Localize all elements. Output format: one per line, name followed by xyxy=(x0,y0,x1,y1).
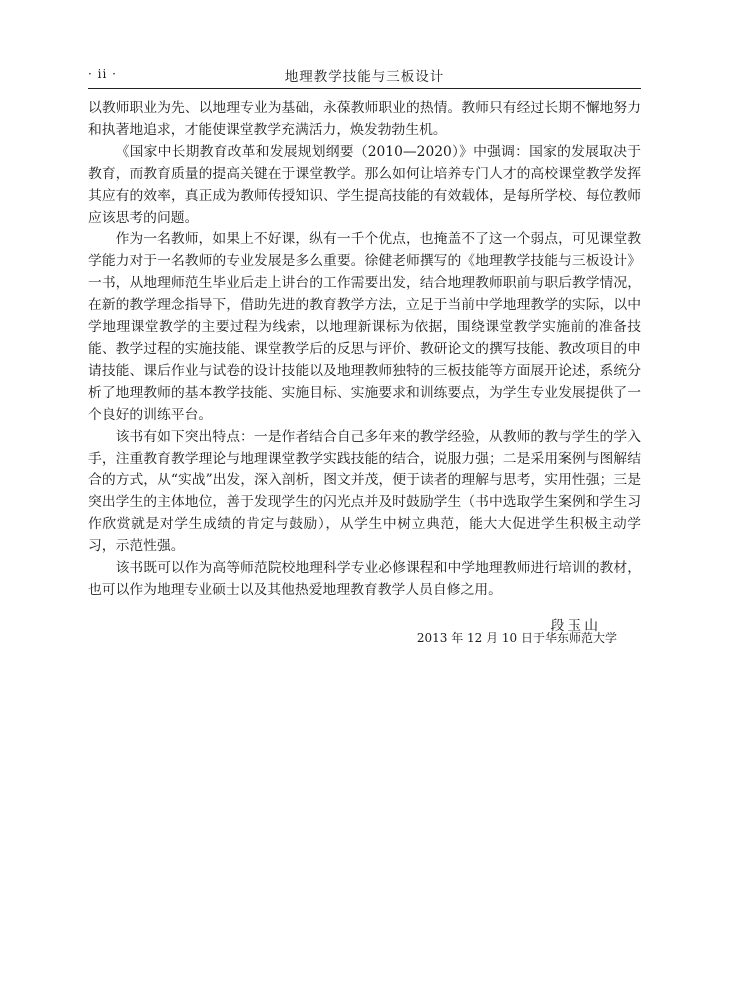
page-header xyxy=(88,64,641,89)
paragraph: 《国家中长期教育改革和发展规划纲要（2010—2020）》中强调：国家的发展取决于教育，而教育质量的提高关键在于课堂教学。那么如何让培养专门人才的高校课堂教学发挥其应有的效率，真正成为教师传授知识、学生提高技能的有效载体，是每所学校、每位教师应该思考的问题。 xyxy=(88,143,641,226)
paragraph-continued: 以教师职业为先、以地理专业为基础，永葆教师职业的热情。教师只有经过长期不懈地努力和执著地追求，才能使课堂教学充满活力，焕发勃勃生机。 xyxy=(88,100,641,138)
signature-date: 2013 年 12 月 10 日于华东师范大学 xyxy=(416,631,617,645)
paragraph: 该书既可以作为高等师范院校地理科学专业必修课程和中学地理教师进行培训的教材，也可以作为地理专业硕士以及其他热爱地理教育教学人员自修之用。 xyxy=(88,560,641,598)
paragraph: 该书有如下突出特点：一是作者结合自己多年来的教学经验，从教师的教与学生的学入手，注重教育教学理论与地理课堂教学实践技能的结合，说服力强；二是采用案例与图解结合的方式，从“实战”出发，深入剖析，图文并茂，便于读者的理解与思考，实用性强；三是突出学生的主体地位，善于发现学生的闪光点并及时鼓励学生（书中选取学生案例和学生习作欣赏就是对学生成绩的肯定与鼓励），从学生中树立典范，能大大促进学生积极主动学习，示范性强。 xyxy=(88,428,641,555)
signature-name: 段玉山 xyxy=(550,618,601,634)
body-text xyxy=(88,98,641,602)
paragraph: 作为一名教师，如果上不好课，纵有一千个优点，也掩盖不了这一个弱点，可见课堂教学能力对于一名教师的专业发展是多么重要。徐健老师撰写的《地理教学技能与三板设计》一书，从地理师范生毕业后走上讲台的工作需要出发，结合地理教师职前与职后教学情况，在新的教学理念指导下，借助先进的教育教学方法，立足于当前中学地理教学的实际，以中学地理课堂教学的主要过程为线索，以地理新课标为依据，围绕课堂教学实施前的准备技能、教学过程的实施技能、课堂教学后的反思与评价、教研论文的撰写技能、教改项目的申请技能、课后作业与试卷的设计技能以及地理教师独特的三板技能等方面展开论述，系统分析了地理教师的基本教学技能、实施目标、实施要求和训练要点，为学生专业发展提供了一个良好的训练平台。 xyxy=(88,231,641,423)
running-title: 地理教学技能与三板设计 xyxy=(284,69,445,85)
page-number: · ii · xyxy=(88,67,117,81)
